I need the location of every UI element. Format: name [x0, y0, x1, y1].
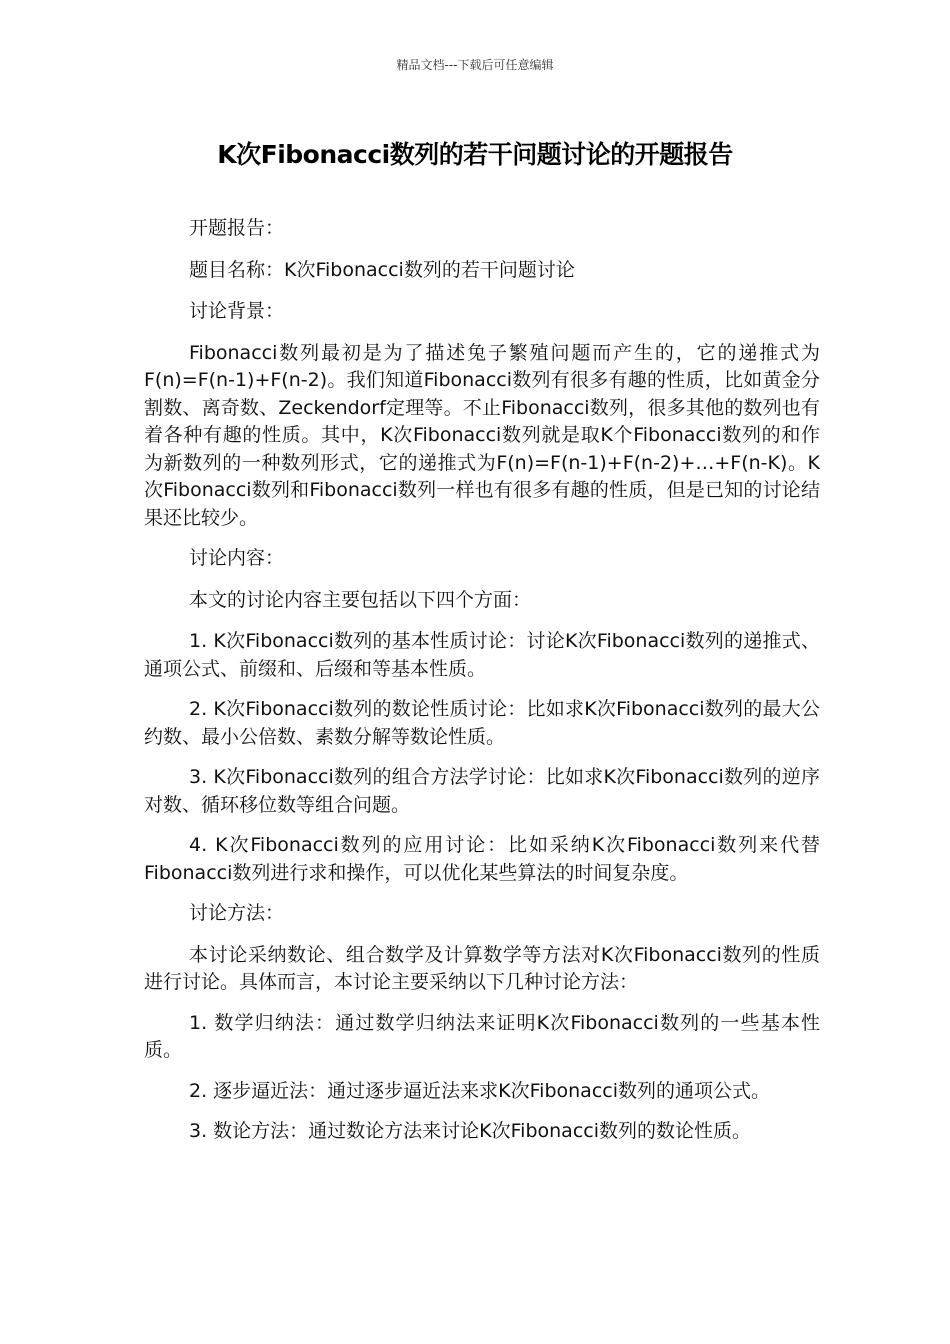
content-item-1: 1. K次Fibonacci数列的基本性质讨论：讨论K次Fibonacci数列的递推式、通项公式、前缀和、后缀和等基本性质。 — [144, 630, 820, 680]
document-body — [144, 215, 820, 1159]
section-label-background: 讨论背景： — [189, 300, 285, 322]
content-item-3: 3. K次Fibonacci数列的组合方法学讨论：比如求K次Fibonacci数列的逆序对数、循环移位数等组合问题。 — [144, 766, 820, 816]
method-item-2: 2. 逐步逼近法：通过逐步逼近法来求K次Fibonacci数列的通项公式。 — [189, 1079, 770, 1102]
background-paragraph: Fibonacci数列最初是为了描述兔子繁殖问题而产生的，它的递推式为F(n)=F(n-1)+F(n-2)。我们知道Fibonacci数列有很多有趣的性质，比如黄金分割数、离奇数、Zeckendorf定理等。不止Fibonacci数列，很多其他的数列也有着各种有趣的性质。其中，K次Fibonacci数列就是取K个Fibonacci数列的和作为新数列的一种数列形式，它的递推式为F(n)=F(n-1)+F(n-2)+…+F(n-K)。K次Fibonacci数列和Fibonacci数列一样也有很多有趣的性质，但是已知的讨论结果还比较少。 — [144, 341, 820, 529]
section-label-methods: 讨论方法： — [189, 902, 285, 924]
content-intro-paragraph: 本文的讨论内容主要包括以下四个方面： — [189, 588, 532, 611]
section-label-report: 开题报告： — [189, 217, 285, 239]
document-title: K次Fibonacci数列的若干问题讨论的开题报告 — [217, 140, 733, 169]
methods-intro-paragraph: 本讨论采纳数论、组合数学及计算数学等方法对K次Fibonacci数列的性质进行讨论。具体而言，本讨论主要采纳以下几种讨论方法： — [144, 943, 820, 993]
method-item-1: 1. 数学归纳法：通过数学归纳法来证明K次Fibonacci数列的一些基本性质。 — [144, 1011, 820, 1061]
topic-name-line: 题目名称：K次Fibonacci数列的若干问题讨论 — [189, 258, 575, 281]
content-item-4: 4. K次Fibonacci数列的应用讨论：比如采纳K次Fibonacci数列来代替Fibonacci数列进行求和操作，可以优化某些算法的时间复杂度。 — [144, 834, 820, 884]
method-item-3: 3. 数论方法：通过数论方法来讨论K次Fibonacci数列的数论性质。 — [189, 1120, 751, 1142]
header-note: 精品文档---下载后可任意编辑 — [396, 58, 554, 72]
content-item-2: 2. K次Fibonacci数列的数论性质讨论：比如求K次Fibonacci数列的最大公约数、最小公倍数、素数分解等数论性质。 — [144, 698, 820, 748]
section-label-content: 讨论内容： — [189, 547, 285, 569]
